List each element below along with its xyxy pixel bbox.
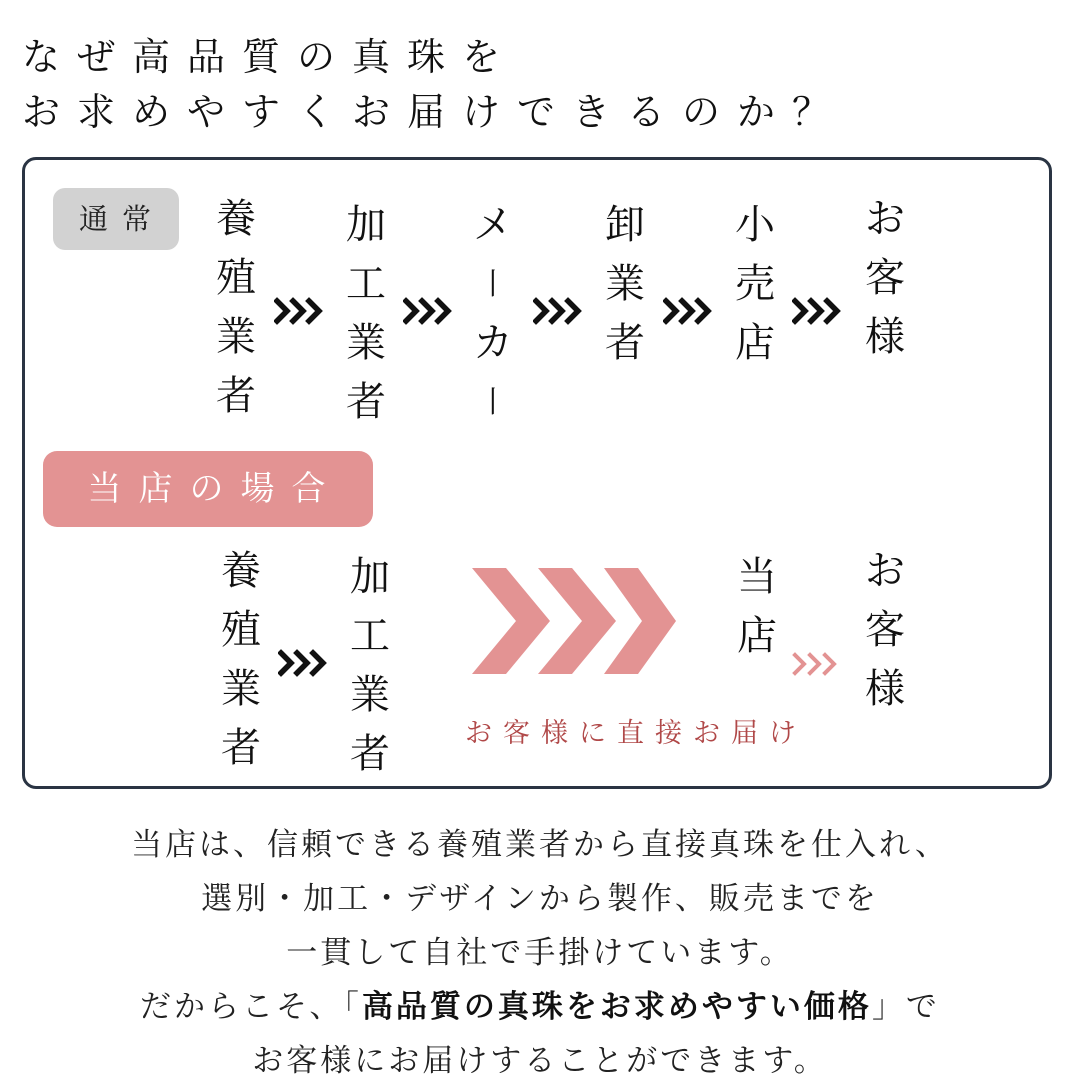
triple-chevron-icon <box>403 296 455 326</box>
vertical-glyph: 養 <box>216 196 256 242</box>
vertical-glyph: 様 <box>865 666 905 712</box>
normal-step-farmer <box>214 190 258 426</box>
description-line-2: 選別・加工・デザインから製作、販売までを <box>201 881 879 917</box>
vertical-glyph: 客 <box>865 255 905 301</box>
triple-chevron-icon <box>533 296 585 326</box>
vertical-glyph: お <box>865 548 905 594</box>
shop-step-store <box>735 548 779 666</box>
shop-step-customer <box>863 542 907 719</box>
vertical-glyph: 丨 <box>478 385 508 420</box>
triple-chevron-icon <box>792 651 842 677</box>
triple-chevron-icon <box>663 296 715 326</box>
vertical-glyph: 店 <box>735 320 775 366</box>
vertical-glyph: 殖 <box>216 255 256 301</box>
vertical-glyph: 工 <box>350 613 390 659</box>
description-line-1: 当店は、信頼できる養殖業者から直接真珠を仕入れ、 <box>131 827 949 863</box>
vertical-glyph: 殖 <box>221 607 261 653</box>
vertical-glyph: 加 <box>350 554 390 600</box>
vertical-glyph: 者 <box>350 731 390 777</box>
vertical-glyph: 業 <box>350 672 390 718</box>
vertical-glyph: 様 <box>865 314 905 360</box>
description-line-4 <box>0 980 1080 1034</box>
vertical-glyph: 業 <box>346 320 386 366</box>
vertical-glyph: 卸 <box>605 202 645 248</box>
normal-step-processor <box>344 196 388 432</box>
description-line-4-pre: だからこそ、「 <box>140 989 362 1025</box>
direct-delivery-label: お客様に直接お届け <box>465 718 807 749</box>
triple-chevron-icon <box>278 648 330 678</box>
description-line-5: お客様にお届けすることができます。 <box>252 1043 828 1079</box>
vertical-glyph: 養 <box>221 548 261 594</box>
vertical-glyph: 当 <box>737 554 777 600</box>
vertical-glyph: 業 <box>221 666 261 712</box>
vertical-glyph: カ <box>473 320 513 366</box>
normal-flow-tag: 通常 <box>53 188 179 250</box>
vertical-glyph: 売 <box>735 261 775 307</box>
vertical-glyph: 者 <box>346 379 386 425</box>
description <box>0 818 1080 1088</box>
normal-step-customer <box>863 190 907 367</box>
vertical-glyph: 者 <box>216 373 256 419</box>
vertical-glyph: 工 <box>346 261 386 307</box>
headline-line-2: お求めやすくお届けできるのか？ <box>22 90 848 134</box>
vertical-glyph: 者 <box>605 320 645 366</box>
vertical-glyph: 小 <box>735 202 775 248</box>
description-highlight: 高品質の真珠をお求めやすい価格 <box>361 989 872 1025</box>
triple-chevron-icon <box>792 296 844 326</box>
vertical-glyph: メ <box>473 202 513 248</box>
vertical-glyph: 丨 <box>478 267 508 302</box>
vertical-glyph: 業 <box>605 261 645 307</box>
description-line-4-post: 」で <box>871 989 940 1025</box>
normal-step-retailer <box>733 196 777 373</box>
shop-step-farmer <box>219 542 263 778</box>
vertical-glyph: 加 <box>346 202 386 248</box>
headline-line-1: なぜ高品質の真珠を <box>22 35 518 79</box>
vertical-glyph: お <box>865 196 905 242</box>
vertical-glyph: 店 <box>737 613 777 659</box>
triple-chevron-icon <box>274 296 326 326</box>
normal-step-wholesaler <box>603 196 647 373</box>
vertical-glyph: 者 <box>221 725 261 771</box>
large-triple-chevron-icon <box>470 566 680 676</box>
shop-step-processor <box>348 548 392 784</box>
vertical-glyph: 業 <box>216 314 256 360</box>
vertical-glyph: 客 <box>865 607 905 653</box>
shop-flow-tag: 当店の場合 <box>43 451 373 527</box>
description-line-3: 一貫して自社で手掛けています。 <box>286 935 794 971</box>
normal-step-maker <box>471 196 515 432</box>
